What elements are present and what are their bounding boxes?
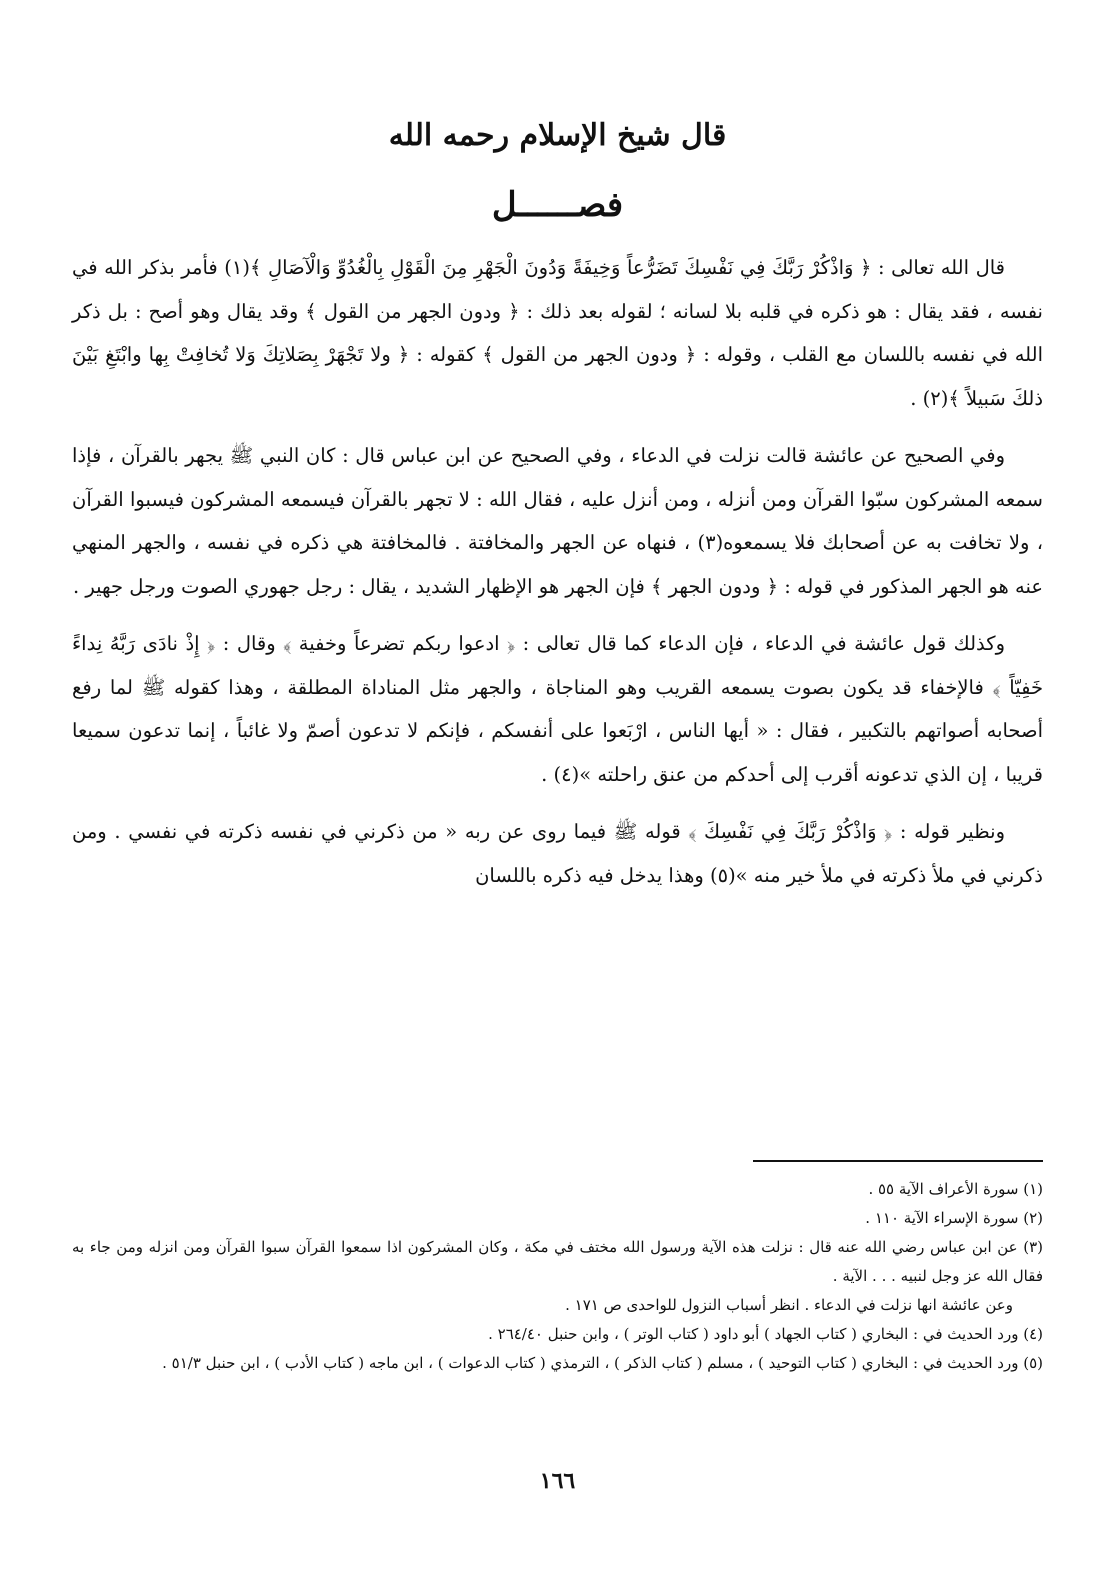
page-number: ١٦٦ bbox=[539, 1468, 576, 1494]
footnote: وعن عائشة انها نزلت في الدعاء . انظر أسباب النزول للواحدى ص ١٧١ . bbox=[565, 1296, 1013, 1314]
section-heading: فصــــــل bbox=[491, 185, 624, 225]
paragraph: قال الله تعالى : ﴿ وَاذْكُرْ رَبَّكَ فِي نَفْسِكَ تَضَرُّعاً وَخِيفَةً وَدُونَ الْجَهْرِ مِنَ الْقَوْلِ بِالْغُدُوِّ وَالْآصَالِ ﴾(١) فأمر بذكر الله في نفسه ، فقد يقال : هو ذكره في قلبه بلا لسانه ؛ لقوله بعد ذلك : ﴿ ودون الجهر من القول ﴾ وقد يقال وهو أصح : بل ذكر الله في نفسه باللسان مع القلب ، وقوله : ﴿ ودون الجهر من القول ﴾ كقوله : ﴿ ولا تَجْهَرْ بِصَلاتِكَ وَلا تُخافِتْ بِها وابْتَغِ بَيْنَ ذلكَ سَبيلاً ﴾(٢) . bbox=[72, 256, 1043, 410]
paragraph: وكذلك قول عائشة في الدعاء ، فإن الدعاء كما قال تعالى : ﴿ ادعوا ربكم تضرعاً وخفية ﴾ وقال : ﴿ إِذْ نادَى رَبَّهُ نِداءً خَفِيّاً ﴾ فالإخفاء قد يكون بصوت يسمعه القريب وهو المناجاة ، والجهر مثل المناداة المطلقة ، وهذا كقوله ﷺ لما رفع أصحابه أصواتهم بالتكبير ، فقال : « أيها الناس ، ارْبَعوا على أنفسكم ، فإنكم لا تدعون أصمّ ولا غائباً ، إنما تدعون سميعا قريبا ، إن الذي تدعونه أقرب إلى أحدكم من عنق راحلته »(٤) . bbox=[72, 632, 1043, 786]
footnote: (٥) ورد الحديث في : البخاري ( كتاب التوحيد ) ، مسلم ( كتاب الذكر ) ، الترمذي ( كتاب الدعوات ) ، ابن ماجه ( كتاب الأدب ) ، ابن حنبل ٥١/٣ . bbox=[162, 1354, 1043, 1372]
footnote: (٢) سورة الإسراء الآية ١١٠ . bbox=[865, 1209, 1043, 1227]
paragraph: وفي الصحيح عن عائشة قالت نزلت في الدعاء ، وفي الصحيح عن ابن عباس قال : كان النبي ﷺ يجهر بالقرآن ، فإذا سمعه المشركون سبّوا القرآن ومن أنزله ، ومن أنزل عليه ، فقال الله : لا تجهر بالقرآن فيسمعه المشركون فيسبوا القرآن ، ولا تخافت به عن أصحابك فلا يسمعوه(٣) ، فنهاه عن الجهر والمخافتة . فالمخافتة هي ذكره في نفسه ، والجهر المنهي عنه هو الجهر المذكور في قوله : ﴿ ودون الجهر ﴾ فإن الجهر هو الإظهار الشديد ، يقال : رجل جهوري الصوت ورجل جهير . bbox=[72, 444, 1043, 598]
footnote: (١) سورة الأعراف الآية ٥٥ . bbox=[868, 1180, 1043, 1198]
footnotes bbox=[72, 1175, 1043, 1378]
main-text bbox=[72, 246, 1043, 911]
footnote: (٣) عن ابن عباس رضي الله عنه قال : نزلت هذه الآية ورسول الله مختف في مكة ، وكان المشركون اذا سمعوا القرآن سبوا القرآن ومن انزله ومن جاء به فقال الله عز وجل لنبيه . . . الآية . bbox=[72, 1238, 1043, 1285]
footnote-divider bbox=[753, 1160, 1043, 1162]
page-title: قال شيخ الإسلام رحمه الله bbox=[388, 118, 727, 153]
paragraph: ونظير قوله : ﴿ وَاذْكُرْ رَبَّكَ فِي نَفْسِكَ ﴾ قوله ﷺ فيما روى عن ربه « من ذكرني في نفسه ذكرته في نفسي . ومن ذكرني في ملأ ذكرته في ملأ خير منه »(٥) وهذا يدخل فيه ذكره باللسان bbox=[72, 820, 1043, 887]
footnote: (٤) ورد الحديث في : البخاري ( كتاب الجهاد ) أبو داود ( كتاب الوتر ) ، وابن حنبل ٢٦٤/٤٠ . bbox=[488, 1325, 1043, 1343]
